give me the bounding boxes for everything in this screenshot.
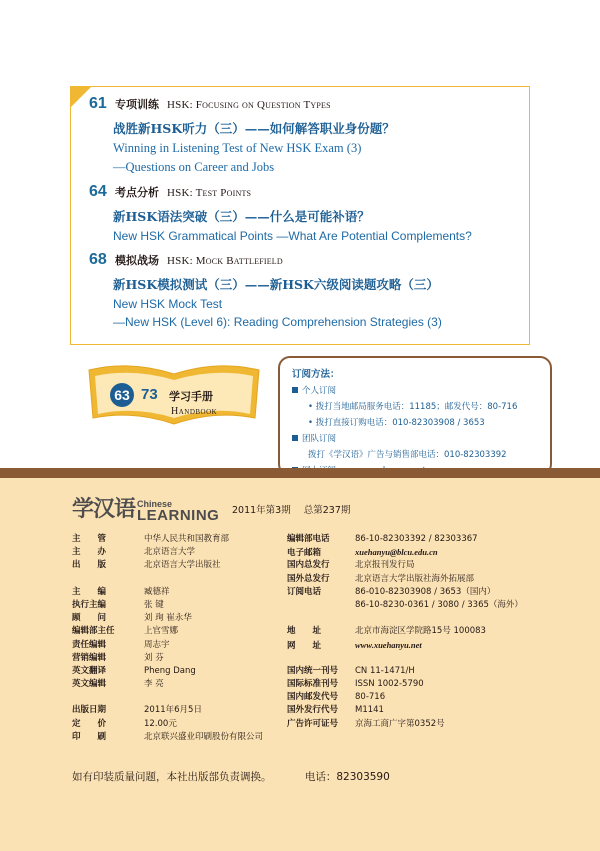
logo-en: Chinese LEARNING xyxy=(137,499,220,524)
info-row: 国际标准刊号 ISSN 1002-5790 xyxy=(287,679,424,690)
info-row: 印 刷 北京联兴盛业印刷股份有限公司 xyxy=(72,731,264,742)
info-row: 国外总发行 北京语言大学出版社海外拓展部 xyxy=(287,573,475,584)
quality-note: 如有印装质量问题，本社出版部负责调换。 xyxy=(72,771,272,783)
subscription-line-post: • 拨打当地邮局服务电话：11185；邮发代号：80-716 xyxy=(308,402,518,412)
section-cn: 模拟战场 xyxy=(115,254,159,267)
title-en-line2: —New HSK (Level 6): Reading Comprehension Strategies (3) xyxy=(113,315,442,329)
subscription-line-group: 拨打《学汉语》广告与销售部电话：010-82303392 xyxy=(308,450,507,460)
title-en-line1: New HSK Grammatical Points —What Are Potential Complements? xyxy=(113,229,472,243)
subscription-line-direct: • 拨打直接订购电话：010-82303908 / 3653 xyxy=(308,418,485,428)
info-row: 英文翻译 Pheng Dang xyxy=(72,665,196,676)
title-en-line2: —Questions on Career and Jobs xyxy=(113,160,275,174)
footer-note xyxy=(72,769,420,784)
square-bullet-icon xyxy=(292,387,298,393)
info-row: 定 价 12.00元 xyxy=(72,718,177,729)
info-row: 出 版 北京语言大学出版社 xyxy=(72,560,221,571)
square-bullet-icon xyxy=(292,435,298,441)
info-row: 网 址 www.xuehanyu.net xyxy=(287,639,422,651)
page-number: 64 xyxy=(89,183,107,200)
info-row: 广告许可证号 京海工商广字第0352号 xyxy=(287,718,445,729)
divider-band xyxy=(0,468,600,478)
contents-box xyxy=(70,86,530,345)
subscription-title: 订阅方法： xyxy=(292,369,340,380)
handbook-badge[interactable] xyxy=(85,362,263,428)
info-row: 国内总发行 北京报刊发行局 xyxy=(287,560,415,571)
info-row: 顾 问 刘 珣 崔永华 xyxy=(72,613,192,624)
magazine-logo xyxy=(72,492,219,523)
info-row: 责任编辑 周志宇 xyxy=(72,639,170,650)
publishing-info-left xyxy=(72,533,263,744)
title-en-line1: New HSK Mock Test xyxy=(113,297,223,311)
total-issue: 总第237期 xyxy=(303,505,351,516)
page-number: 61 xyxy=(89,95,107,112)
handbook-page-1: 63 xyxy=(110,383,134,407)
group-subscription: 团队订阅 xyxy=(292,432,550,444)
title-cn: 新HSK模拟测试（三）——新HSK六级阅读题攻略（三） xyxy=(113,277,439,292)
info-row: 编辑部主任 上官雪娜 xyxy=(72,626,179,637)
info-row-spacer xyxy=(287,652,523,665)
info-row: 出版日期 2011年6月5日 xyxy=(72,705,202,716)
footer-phone: 电话：82303590 xyxy=(304,771,390,783)
info-row: 国外发行代号 M1141 xyxy=(287,705,384,716)
section-cn: 考点分析 xyxy=(115,186,159,199)
handbook-label-en: Handbook xyxy=(171,406,218,417)
section-cn: 专项训练 xyxy=(115,98,159,111)
info-row: 编辑部电话 86-10-82303392 / 82303367 xyxy=(287,534,478,544)
contents-entry-64[interactable] xyxy=(89,183,521,243)
info-row: 国内统一刊号 CN 11-1471/H xyxy=(287,665,415,676)
handbook-page-2: 73 xyxy=(141,386,158,403)
title-cn: 新HSK语法突破（三）——什么是可能补语？ xyxy=(113,209,370,224)
info-row: 86-10-8230-0361 / 3080 / 3365（海外） xyxy=(355,599,523,610)
info-row: 营销编辑 刘 芬 xyxy=(72,652,164,663)
info-row: 英文编辑 李 亮 xyxy=(72,679,164,690)
section-en: HSK: Focusing on Question Types xyxy=(167,99,331,111)
logo-cn: 学汉语 xyxy=(72,497,136,522)
info-row: 地 址 北京市海淀区学院路15号 100083 xyxy=(287,626,486,637)
info-row: 电子邮箱 xuehanyu@blcu.edu.cn xyxy=(287,547,438,559)
handbook-label-cn: 学习手册 xyxy=(169,390,213,403)
issue-info xyxy=(232,502,360,516)
page-number: 68 xyxy=(89,251,107,268)
section-en: HSK: Mock Battlefield xyxy=(167,255,283,267)
info-row: 订阅电话 86-010-82303908 / 3653（国内） xyxy=(287,586,496,597)
contents-entry-68[interactable] xyxy=(89,251,521,329)
info-row-spacer xyxy=(72,573,263,586)
title-cn: 战胜新HSK听力（三）——如何解答职业身份题？ xyxy=(113,121,395,136)
info-row: 主 管 中华人民共和国教育部 xyxy=(72,534,230,544)
section-en: HSK: Test Points xyxy=(167,187,252,199)
subscription-box xyxy=(278,356,552,476)
info-row: 主 办 北京语言大学 xyxy=(72,547,196,558)
info-row: 国内邮发代号 80-716 xyxy=(287,692,386,703)
info-row: 主 编 臧德祥 xyxy=(72,586,170,597)
publishing-info-right xyxy=(287,533,523,731)
info-row-spacer xyxy=(72,691,263,704)
contents-entry-61[interactable] xyxy=(89,95,521,175)
info-row: 执行主编 张 键 xyxy=(72,599,164,610)
title-en-line1: Winning in Listening Test of New HSK Exam (3) xyxy=(113,141,362,155)
issue-number: 2011年第3期 xyxy=(232,505,291,516)
personal-subscription: 个人订阅 xyxy=(292,384,550,396)
info-row-spacer xyxy=(287,612,523,625)
